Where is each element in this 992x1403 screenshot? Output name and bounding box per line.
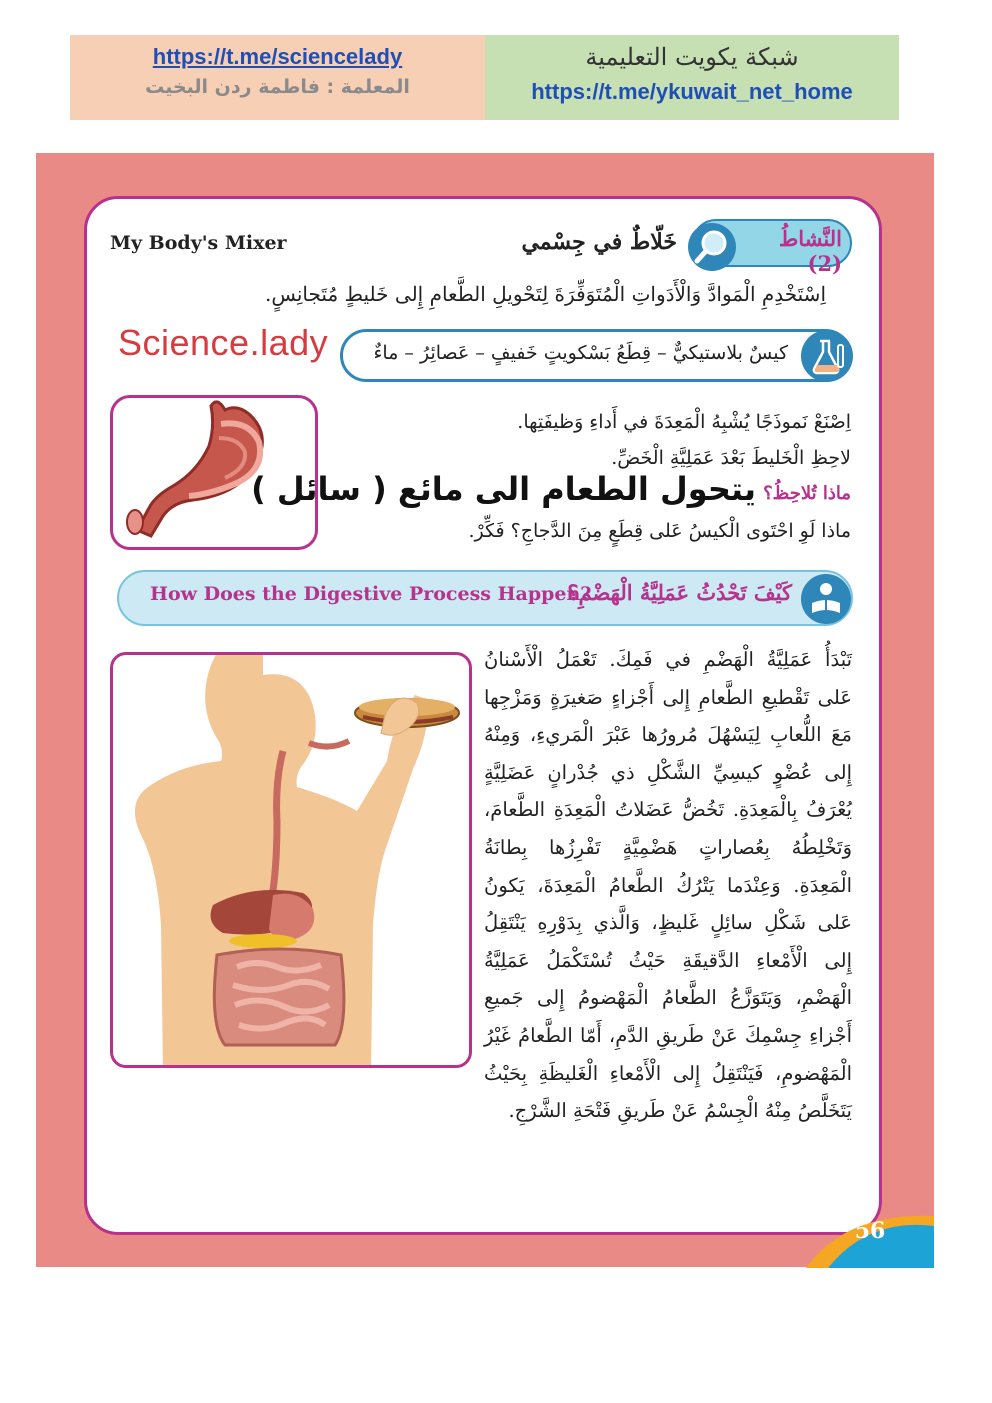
digestion-paragraph: تَبْدَأُ عَمَلِيَّةُ الْهَضْمِ في فَمِكَ. تَعْمَلُ الْأَسْنانُ عَلى تَقْطيعِ الطَّعامِ إِلى أَجْزاءٍ صَغيرَةٍ وَمَزْجِها مَعَ اللُّعابِ لِيَسْهُلَ مُرورُها عَبْرَ الْمَريءِ، وَمِنْهُ إِلى عُضْوٍ كيسِيِّ الشَّكْلِ ذي جُدْرانٍ عَضَلِيَّةٍ يُعْرَفُ بِالْمَعِدَةِ. تَخُضُّ عَضَلاتُ الْمَعِدَةِ الطَّعامَ، وَتَخْلِطُهُ بِعُصاراتٍ هَضْمِيَّةٍ تَفْرِزُها بِطانَةُ الْمَعِدَةِ. وَعِنْدَما يَتْرُكُ الطَّعامُ الْمَعِدَةَ، يَكونُ عَلى شَكْلِ سائِلٍ غَليظٍ، وَالَّذي بِدَوْرِهِ يَنْتَقِلُ إِلى الْأَمْعاءِ الدَّقيقَةِ حَيْثُ تُسْتَكْمَلُ عَمَلِيَّةُ الْهَضْمِ، وَيَتَوَزَّعُ الطَّعامُ الْمَهْضومُ إِلى جَميعِ أَجْزاءِ جِسْمِكَ عَنْ طَريقِ الدَّمِ، أَمّا الطَّعامُ غَيْرُ الْمَهْضومِ، فَيَنْتَقِلُ إِلى الْأَمْعاءِ الْغَليظَةِ بِحَيْثُ يَتَخَلَّصُ مِنْهُ الْجِسْمُ عَنْ طَريقِ فَتْحَةِ الشَّرْجِ.	[484, 648, 852, 1123]
materials-text: كيسٌ بلاستيكيٌّ – قِطَعُ بَسْكويتٍ خَفيفٍ – عَصائِرُ – ماءٌ	[373, 342, 788, 364]
question-2: لاحِظِ الْخَليطَ بَعْدَ عَمَلِيَّةِ الْخَضِّ.	[611, 447, 851, 469]
observe-label: ماذا تُلاحِظُ؟	[763, 483, 851, 504]
network-name: شبكة يكويت التعليمية	[585, 43, 799, 71]
question-1: اِصْنَعْ نَموذَجًا يُشْبِهُ الْمَعِدَةَ في أَداءِ وَظيفَتِها.	[517, 411, 851, 433]
observe-answer: يتحول الطعام الى مائع ( سائل )	[251, 470, 756, 508]
activity-label: النَّشاطُ (2)	[778, 226, 842, 276]
magnifier-icon	[687, 222, 737, 272]
reader-icon	[800, 573, 852, 625]
activity-instruction: اِسْتَخْدِمِ الْمَوادَّ وَالْأَدَواتِ الْمُتَوَفِّرَةَ لِتَحْويلِ الطَّعامِ إِلى خَليطٍ مُتَجانِسٍ.	[265, 282, 826, 306]
teacher-name: المعلمة : فاطمة ردن البخيت	[145, 76, 410, 98]
page-number: 56	[854, 1218, 886, 1244]
sciencelady-link[interactable]: https://t.me/sciencelady	[152, 44, 403, 69]
question-3: ماذا لَوِ احْتَوى الْكيسُ عَلى قِطَعٍ مِنَ الدَّجاجِ؟ فَكِّرْ.	[468, 520, 851, 542]
lab-flask-icon	[800, 329, 854, 383]
ykuwait-link[interactable]: https://t.me/ykuwait_net_home	[531, 79, 853, 104]
digestive-illustration	[113, 655, 469, 1065]
header-right-panel	[485, 35, 899, 120]
digestive-system-image	[110, 652, 472, 1068]
section-english-title: How Does the Digestive Process Happen?	[150, 583, 592, 605]
activity-english-title: My Body's Mixer	[110, 232, 287, 254]
activity-title: خَلّاطٌ في جِسْمي	[521, 229, 677, 255]
sciencelady-logo: Science.lady	[118, 322, 329, 363]
header-left-panel	[70, 35, 485, 120]
section-arabic-title: كَيْفَ تَحْدُثُ عَمَلِيَّةُ الْهَضْمِ؟	[567, 580, 792, 605]
